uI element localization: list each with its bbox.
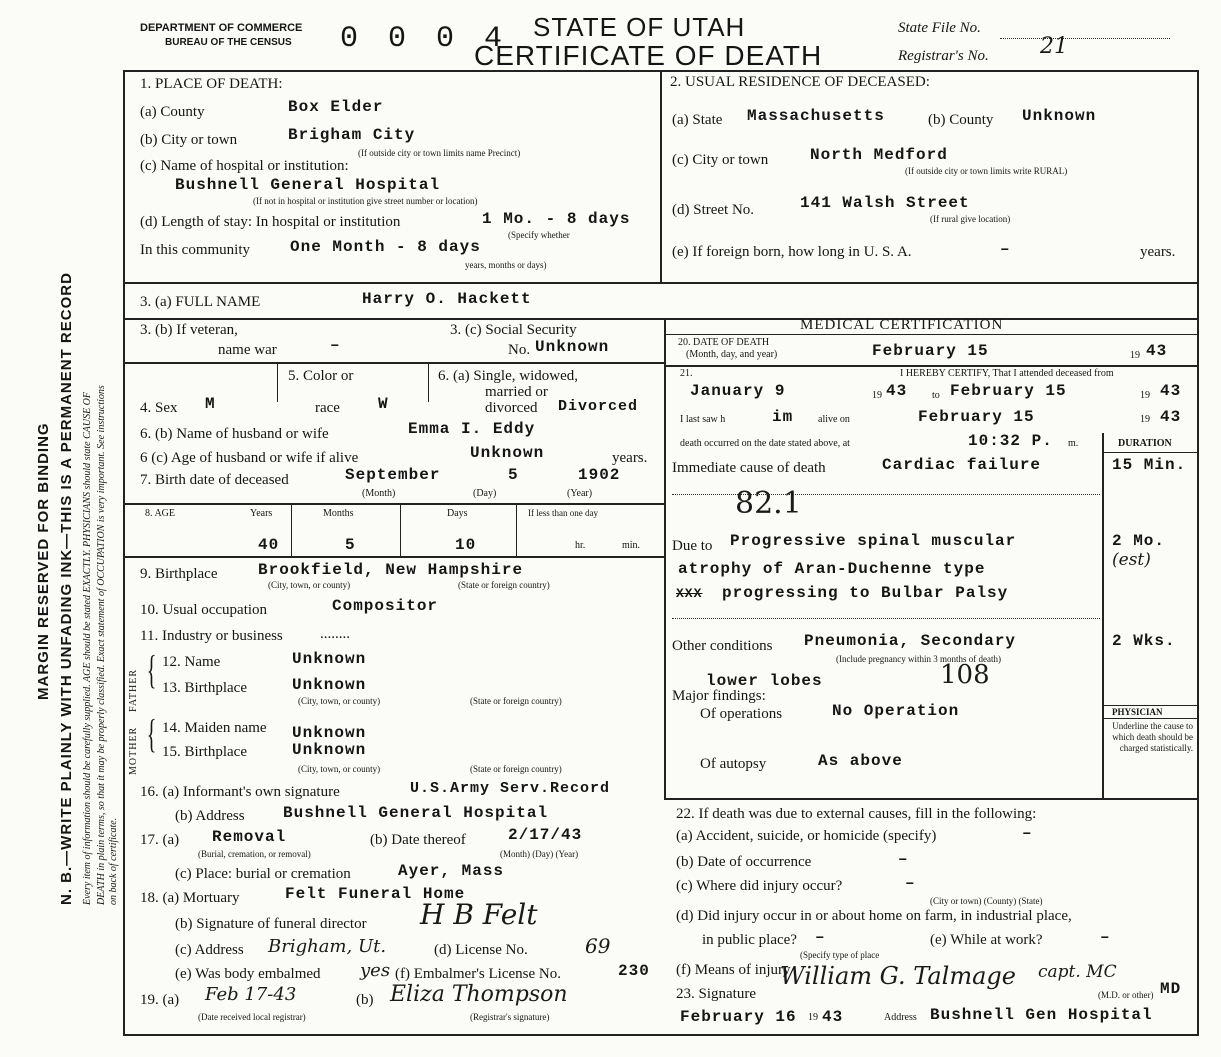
operations: No Operation xyxy=(832,702,960,720)
mother-maiden-name: Unknown xyxy=(292,724,367,742)
other-duration: 2 Wks. xyxy=(1112,632,1176,650)
mother-birthplace: Unknown xyxy=(292,741,367,759)
embalmer-license: 230 xyxy=(618,962,650,980)
residence-title: 2. USUAL RESIDENCE OF DECEASED: xyxy=(670,74,930,90)
director-signature: H B Felt xyxy=(420,898,538,931)
father-label: FATHER xyxy=(128,668,139,712)
margin-title: MARGIN RESERVED FOR BINDING xyxy=(35,422,52,700)
director-license: 69 xyxy=(585,934,611,958)
father-birthplace: Unknown xyxy=(292,676,367,694)
birth-day: 5 xyxy=(508,466,519,484)
bureau-label: BUREAU OF THE CENSUS xyxy=(165,37,292,48)
due-to-line-3: progressing to Bulbar Palsy xyxy=(722,584,1009,602)
hospital-name: Bushnell General Hospital xyxy=(175,176,441,194)
registrar-label: Registrar's No. xyxy=(898,48,989,64)
birth-year: 1902 xyxy=(578,466,621,484)
certificate-title: CERTIFICATE OF DEATH xyxy=(474,40,823,71)
divider-top xyxy=(660,70,662,282)
sex-value: M xyxy=(205,395,216,413)
state-title: STATE OF UTAH xyxy=(533,12,746,42)
marital-status: Divorced xyxy=(558,398,639,415)
state-file-label: State File No. xyxy=(898,20,981,36)
due-to-line-1: Progressive spinal muscular xyxy=(730,532,1017,550)
duration-column xyxy=(1102,433,1104,798)
embalmed-value: yes xyxy=(360,960,391,981)
registrar-signature: Eliza Thompson xyxy=(390,982,568,1007)
date-of-death: February 15 xyxy=(872,342,989,360)
death-city: Brigham City xyxy=(288,126,416,144)
signature-date: February 16 xyxy=(680,1008,797,1026)
disposition: Removal xyxy=(212,828,287,846)
occupation: Compositor xyxy=(332,597,439,615)
dept-label: DEPARTMENT OF COMMERCE xyxy=(140,22,303,34)
spouse-age: Unknown xyxy=(470,444,545,462)
spouse-name: Emma I. Eddy xyxy=(408,420,536,438)
cause-code-1: 82.1 xyxy=(735,486,802,521)
registrar-number: 21 xyxy=(1040,34,1068,59)
disposition-date: 2/17/43 xyxy=(508,826,583,844)
birthplace: Brookfield, New Hampshire xyxy=(258,561,524,579)
attended-from: January 9 xyxy=(690,382,786,400)
autopsy: As above xyxy=(818,752,903,770)
medical-title: MEDICAL CERTIFICATION xyxy=(800,317,1004,333)
due-to-duration: 2 Mo. xyxy=(1112,532,1166,550)
time-of-death: 10:32 P. xyxy=(968,432,1053,450)
other-conditions-2: lower lobes xyxy=(706,672,823,690)
margin-instruction-3: on back of certificate. xyxy=(108,817,119,905)
immediate-cause: Cardiac failure xyxy=(882,456,1042,474)
full-name: Harry O. Hackett xyxy=(362,290,532,308)
stay-community: One Month - 8 days xyxy=(290,238,481,256)
social-security: Unknown xyxy=(535,338,610,356)
margin-warning: N. B.—WRITE PLAINLY WITH UNFADING INK—THIS IS A PERMANENT RECORD xyxy=(58,272,75,905)
serial-number: 0 0 0 4 xyxy=(340,22,509,56)
death-county: Box Elder xyxy=(288,98,384,116)
physician-signature: William G. Talmage xyxy=(780,962,1016,990)
residence-street: 141 Walsh Street xyxy=(800,194,970,212)
age-months: 5 xyxy=(345,536,356,554)
cause-code-2: 108 xyxy=(940,660,990,690)
mortuary: Felt Funeral Home xyxy=(285,885,466,903)
residence-city: North Medford xyxy=(810,146,948,164)
other-conditions: Pneumonia, Secondary xyxy=(804,632,1017,650)
attended-to: February 15 xyxy=(950,382,1067,400)
birth-month: September xyxy=(345,466,441,484)
mortuary-address: Brigham, Ut. xyxy=(268,936,387,957)
age-years: 40 xyxy=(258,536,280,554)
burial-place: Ayer, Mass xyxy=(398,862,505,880)
father-name: Unknown xyxy=(292,650,367,668)
death-year: 43 xyxy=(1146,342,1168,360)
age-days: 10 xyxy=(455,536,477,554)
place-of-death-title: 1. PLACE OF DEATH: xyxy=(140,76,283,92)
due-to-line-2: atrophy of Aran-Duchenne type xyxy=(678,560,986,578)
divider-middle xyxy=(664,318,666,798)
physician-address: Bushnell Gen Hospital xyxy=(930,1006,1153,1024)
residence-county: Unknown xyxy=(1022,107,1097,125)
immediate-duration: 15 Min. xyxy=(1112,456,1187,474)
last-seen-alive: February 15 xyxy=(918,408,1035,426)
margin-instruction-2: DEATH in plain terms, so that it may be properly classified. Exact statement of OCCUPATION is very important. See instructions xyxy=(96,385,107,905)
residence-state: Massachusetts xyxy=(747,107,885,125)
informant: U.S.Army Serv.Record xyxy=(410,780,611,797)
divider-sec1 xyxy=(123,282,1197,284)
informant-address: Bushnell General Hospital xyxy=(283,804,549,822)
race-value: W xyxy=(378,395,389,413)
margin-instruction-1: Every item of information should be carefully supplied. AGE should be stated EXACTLY. PHYSICIANS should state CAUSE OF xyxy=(82,391,93,905)
date-received: Feb 17-43 xyxy=(205,984,297,1005)
length-of-stay: 1 Mo. - 8 days xyxy=(482,210,631,228)
mother-label: MOTHER xyxy=(128,726,139,775)
